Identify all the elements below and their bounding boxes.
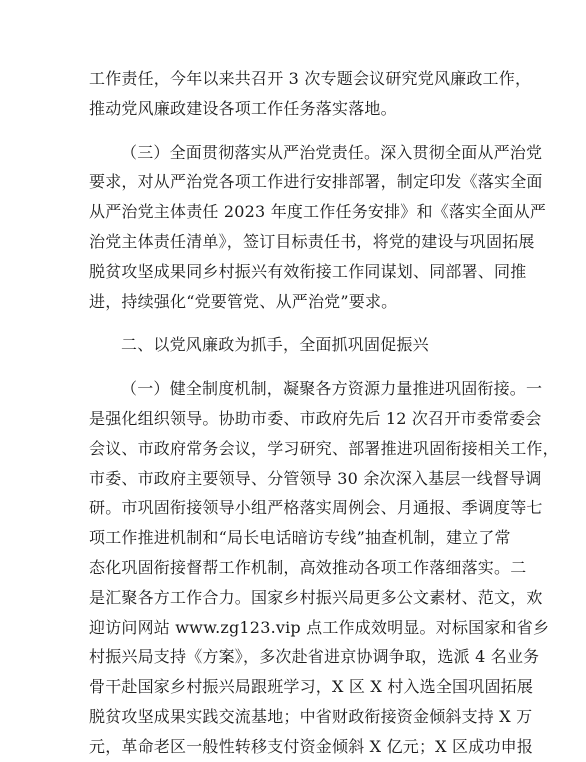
paragraph-gap (89, 124, 504, 138)
paragraph-line: 项工作推进机制和“局长电话暗访专线”抽查机制，建立了常 (89, 528, 511, 548)
section-heading: 二、以党风廉政为抓手，全面抓巩固促振兴 (121, 335, 429, 355)
paragraph-line: 脱贫攻坚成果同乡村振兴有效衔接工作同谋划、同部署、同推 (89, 261, 527, 281)
paragraph-line: 进，持续强化“党要管党、从严治党”要求。 (89, 291, 398, 311)
paragraph-line: 从严治党主体责任 2023 年度工作任务安排》和《落实全面从严 (89, 202, 547, 222)
paragraph-line: 市委、市政府主要领导、分管领导 30 余次深入基层一线督导调 (89, 468, 542, 488)
paragraph-line: 村振兴局支持《方案》，多次赴省进京协调争取，选派 4 名业务 (89, 647, 540, 667)
paragraph-line: 元，革命老区一般性转移支付资金倾斜 X 亿元；X 区成功申报 (89, 736, 534, 756)
paragraph-line: 推动党风廉政建设各项工作任务落实落地。 (89, 98, 397, 118)
paragraph-line: 迎访问网站 www.zg123.vip 点工作成效明显。对标国家和省乡 (89, 617, 550, 637)
paragraph-line: 骨干赴国家乡村振兴局跟班学习，X 区 X 村入选全国巩固拓展 (89, 677, 534, 697)
paragraph-line: （一）健全制度机制，凝聚各方资源力量推进巩固衔接。一 (121, 379, 543, 399)
document-body (89, 64, 559, 762)
paragraph-line: 是汇聚各方工作合力。国家乡村振兴局更多公文素材、范文，欢 (89, 587, 543, 607)
paragraph-gap (89, 316, 504, 330)
paragraph-line: 会议、市政府常务会议，学习研究、部署推进巩固衔接相关工作， (89, 438, 559, 458)
paragraph-line: 是强化组织领导。协助市委、市政府先后 12 次召开市委常委会 (89, 408, 542, 428)
paragraph-line: （三）全面贯彻落实从严治党责任。深入贯彻全面从严治党 (121, 142, 543, 162)
paragraph-line: 研。市巩固衔接领导小组严格落实周例会、月通报、季调度等七 (89, 498, 543, 518)
paragraph-line: 态化巩固衔接督帮工作机制，高效推动各项工作落细落实。二 (89, 557, 527, 577)
paragraph-line: 要求，对从严治党各项工作进行安排部署，制定印发《落实全面 (89, 172, 543, 192)
paragraph-gap (89, 360, 504, 374)
paragraph-line: 治党主体责任清单》，签订目标责任书，将党的建设与巩固拓展 (89, 231, 535, 251)
paragraph-line: 脱贫攻坚成果实践交流基地；中省财政衔接资金倾斜支持 X 万 (89, 706, 533, 726)
paragraph-line: 工作责任，今年以来共召开 3 次专题会议研究党风廉政工作， (89, 69, 532, 88)
